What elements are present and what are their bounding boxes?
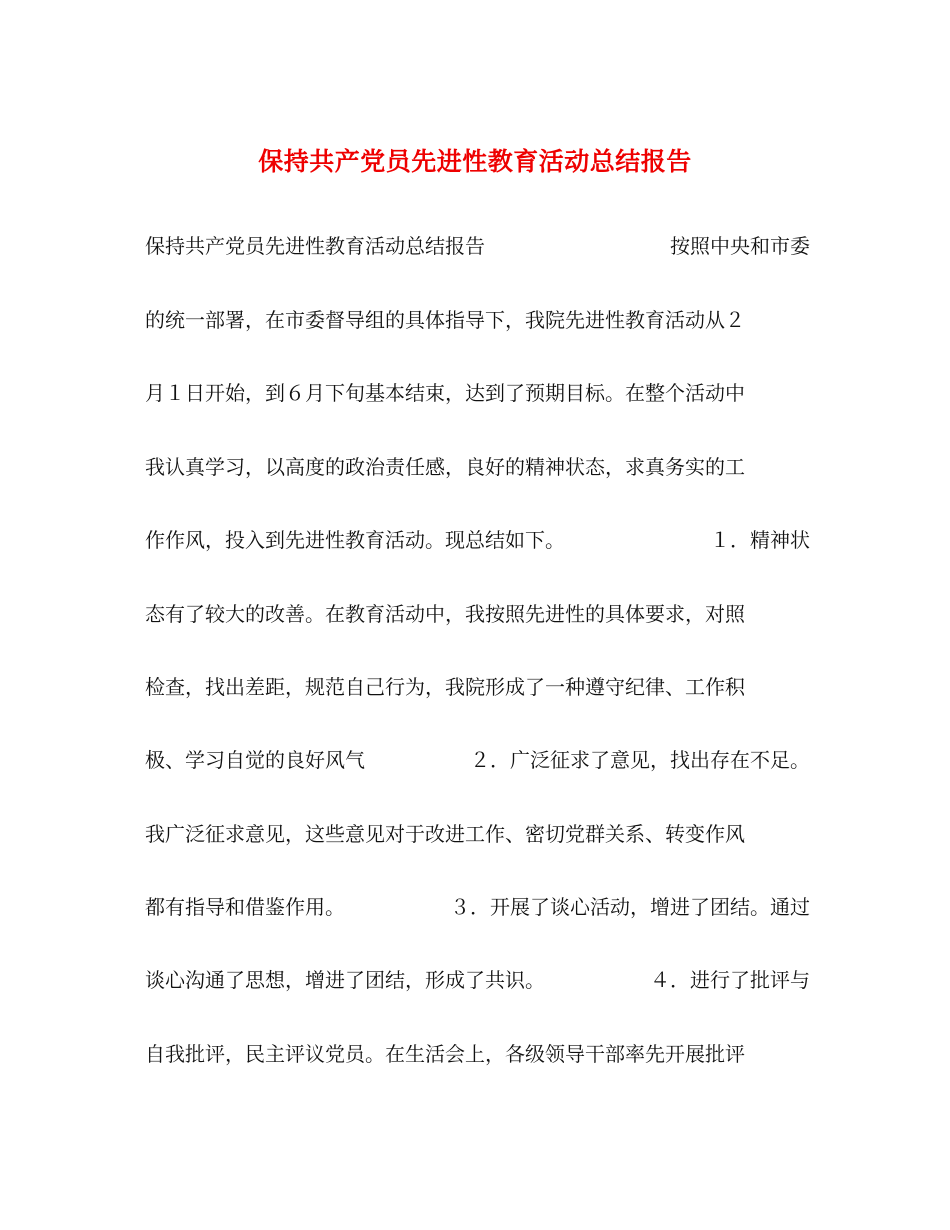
text-line xyxy=(145,1037,810,1071)
text-segment: ２．广泛征求了意见，找出存在不足。 xyxy=(470,748,810,772)
text-segment: 谈心沟通了思想，增进了团结，形成了共识。 xyxy=(145,968,545,992)
text-line xyxy=(145,229,810,263)
text-segment: 月１日开始，到６月下旬基本结束，达到了预期目标。在整个活动中 xyxy=(145,381,745,405)
text-line xyxy=(145,670,810,704)
text-line xyxy=(145,817,810,851)
text-segment: 我认真学习，以高度的政治责任感，良好的精神状态，求真务实的工 xyxy=(145,455,745,479)
text-segment: 作作风，投入到先进性教育活动。现总结如下。 xyxy=(145,528,565,552)
text-line xyxy=(145,963,810,997)
text-segment: 都有指导和借鉴作用。 xyxy=(145,895,345,919)
text-segment: 极、学习自觉的良好风气 xyxy=(145,748,365,772)
text-segment: ４．进行了批评与 xyxy=(650,968,810,992)
text-segment: 检查，找出差距，规范自己行为，我院形成了一种遵守纪律、工作积 xyxy=(145,675,745,699)
text-segment: 按照中央和市委 xyxy=(670,234,810,258)
text-line xyxy=(145,597,810,631)
text-line xyxy=(145,376,810,410)
text-segment: 自我批评，民主评议党员。在生活会上，各级领导干部率先开展批评 xyxy=(145,1042,745,1066)
text-segment: 态有了较大的改善。在教育活动中，我按照先进性的具体要求，对照 xyxy=(145,602,745,626)
text-segment: ３．开展了谈心活动，增进了团结。通过 xyxy=(450,895,810,919)
document-title: 保持共产党员先进性教育活动总结报告 xyxy=(258,147,692,176)
text-segment: 的统一部署，在市委督导组的具体指导下，我院先进性教育活动从２ xyxy=(145,308,745,332)
text-segment: １．精神状 xyxy=(710,528,810,552)
text-segment: 保持共产党员先进性教育活动总结报告 xyxy=(145,234,485,258)
text-line xyxy=(145,303,810,337)
text-line xyxy=(145,523,810,557)
text-line xyxy=(145,450,810,484)
text-line xyxy=(145,890,810,924)
text-line xyxy=(145,743,810,777)
text-segment: 我广泛征求意见，这些意见对于改进工作、密切党群关系、转变作风 xyxy=(145,822,745,846)
